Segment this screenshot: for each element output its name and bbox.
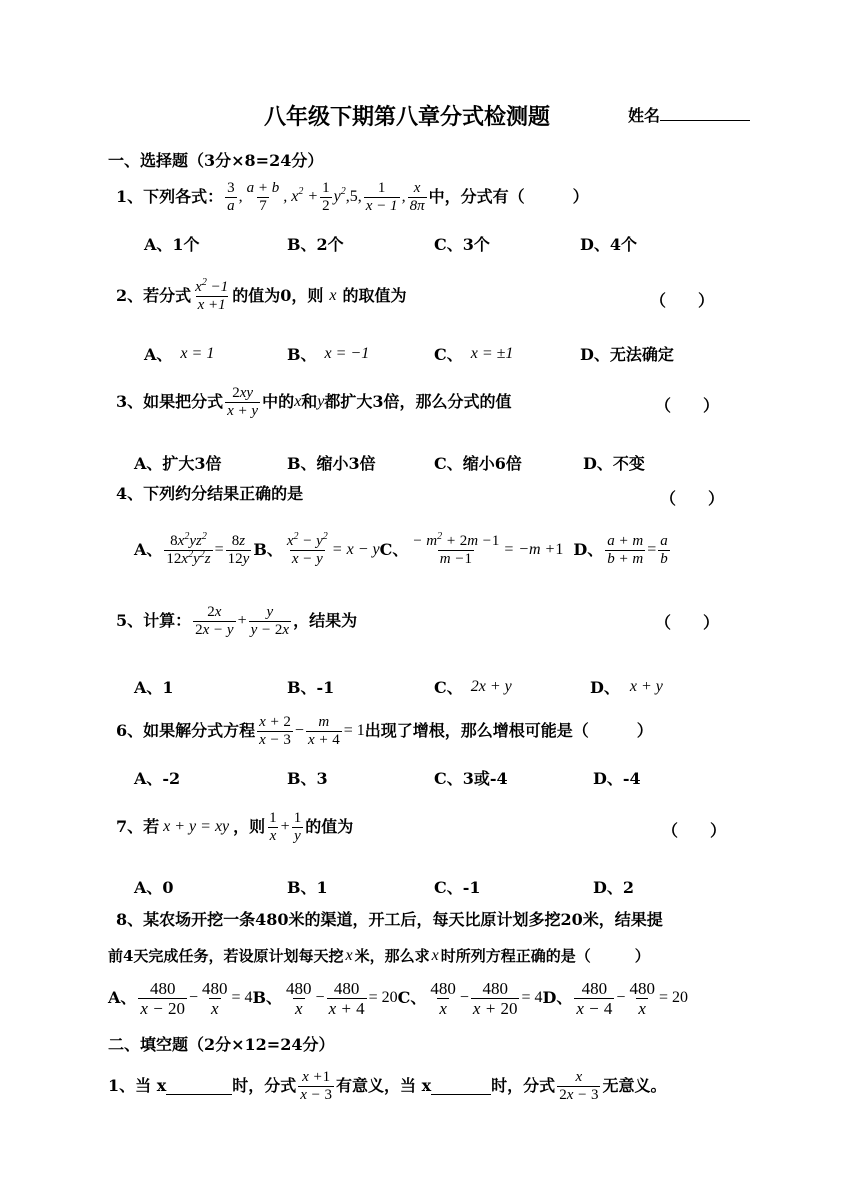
- q1-expr-x-over-8pi: $\frac{x}{8\pi}$: [409, 179, 425, 214]
- section-heading-choice: 一、选择题（3分×8=24分）: [108, 151, 324, 170]
- q4-option-d-label[interactable]: D、: [573, 540, 604, 559]
- question-8-line-1: 8、某农场开挖一条480米的渠道，开工后，每天比原计划多挖20米，结果提: [116, 910, 663, 929]
- q2-fraction: $\frac{x^2 -1}{x +1}$: [195, 276, 229, 313]
- q4-a-lhs: $\frac{8x^2yz^2}{12x^2y^2z}$: [166, 530, 211, 567]
- q4-options: A、 $\frac{8x^2yz^2}{12x^2y^2z}$ = $\frac{8z}{12y}$ B、 $\frac{x^2 - y^2}{x - y}$ = x − y C、 $\frac{- m^2 + 2m -1}{m -1}$ = −m +1 D、 $\frac{a + m}{b + m}$ = $\frac{a}{b}$: [134, 530, 668, 567]
- q3-option-d[interactable]: D、不变: [583, 454, 645, 473]
- q1-option-c[interactable]: C、3个: [434, 235, 490, 254]
- q5-fraction-1: $\frac{2x}{2x - y}$: [195, 603, 234, 638]
- q6-option-d[interactable]: D、-4: [593, 769, 641, 788]
- question-3: 3、如果把分式 $\frac{2xy}{x + y}$ 中的 x 和 y 都扩大3倍，那么分式的值: [116, 384, 512, 419]
- q4-answer-paren[interactable]: （ ）: [660, 489, 725, 508]
- q5-option-a[interactable]: A、1: [134, 678, 174, 697]
- q8-option-d-label[interactable]: D、: [542, 988, 573, 1007]
- q8-option-c-label[interactable]: C、: [397, 988, 427, 1007]
- q1-option-b[interactable]: B、2个: [287, 235, 344, 254]
- q5-option-d[interactable]: D、 x + y: [590, 677, 663, 697]
- q6-option-c[interactable]: C、3或-4: [434, 769, 508, 788]
- q6-fraction-2: $\frac{m}{x + 4}$: [307, 713, 340, 748]
- q7-fraction-1: $\frac{1}{x}$: [269, 809, 277, 844]
- question-1-prefix: 1、下列各式：: [116, 187, 224, 206]
- q7-fraction-2: $\frac{1}{y}$: [293, 809, 302, 844]
- fill-question-1: 1、当 x 时，分式 $\frac{x +1}{x - 3}$ 有意义，当 x 时，分式 $\frac{x}{2x - 3}$ 无意义。: [108, 1068, 667, 1103]
- q7-condition: x + y = xy: [163, 818, 230, 835]
- question-6: 6、如果解分式方程 $\frac{x + 2}{x - 3}$ − $\frac{m}{x + 4}$ = 1 出现了增根，那么增根可能是（ ）: [116, 713, 653, 748]
- q4-option-a-label[interactable]: A、: [134, 540, 163, 559]
- q3-option-c[interactable]: C、缩小6倍: [434, 454, 522, 473]
- fill-q1-blank-2[interactable]: [431, 1078, 491, 1095]
- fill-q1-blank-1[interactable]: [166, 1078, 232, 1095]
- q5-option-c[interactable]: C、 2x + y: [434, 677, 512, 697]
- name-field: [628, 108, 750, 124]
- q4-b-lhs: $\frac{x^2 - y^2}{x - y}$: [286, 530, 328, 567]
- q1-expr-half: $\frac{1}{2}$: [322, 179, 330, 214]
- q1-expr-3-over-a: $\frac{3}{a}$: [227, 179, 235, 214]
- q6-option-a[interactable]: A、-2: [134, 769, 181, 788]
- q1-option-d[interactable]: D、4个: [580, 235, 638, 254]
- q5-answer-paren[interactable]: （ ）: [655, 613, 720, 632]
- q4-d-lhs: $\frac{a + m}{b + m}$: [607, 532, 644, 567]
- q5-option-b[interactable]: B、-1: [287, 678, 335, 697]
- q1-expr-1-over-x-minus-1: $\frac{1}{x - 1}$: [365, 179, 398, 214]
- q4-option-c-label[interactable]: C、: [379, 540, 409, 559]
- q5-fraction-2: $\frac{y}{y - 2x}$: [250, 603, 290, 638]
- q7-option-b[interactable]: B、1: [287, 878, 328, 897]
- q3-option-b[interactable]: B、缩小3倍: [287, 454, 376, 473]
- q2-option-d[interactable]: D、无法确定: [580, 345, 674, 364]
- q4-a-rhs: $\frac{8z}{12y}$: [227, 532, 250, 567]
- question-1: 1、下列各式： $\frac{3}{a}$ , $\frac{a + b}{7}$ , $x^2$ + $\frac{1}{2}$ $y^2,5$, $\frac{1}{x - 1}$ , $\frac{x}{8\pi}$ 中，分式有（ ）: [116, 179, 589, 214]
- q3-option-a[interactable]: A、扩大3倍: [134, 454, 222, 473]
- section-heading-fill: 二、填空题（2分×12=24分）: [108, 1035, 335, 1054]
- q7-option-c[interactable]: C、-1: [434, 878, 481, 897]
- question-5: 5、计算： $\frac{2x}{2x - y}$ + $\frac{y}{y - 2x}$ ，结果为: [116, 603, 358, 638]
- question-4: 4、下列约分结果正确的是: [116, 484, 304, 503]
- q1-expr-a-plus-b-over-7: $\frac{a + b}{7}$: [246, 179, 280, 214]
- q8-options: A、 $\frac{480}{x - 20}$ − $\frac{480}{x}$ = 4 B、 $\frac{480}{x}$ − $\frac{480}{x + 4}$ = 20 C、 $\frac{480}{x}$ − $\frac{480}{x + 20}$ = 4 D、 $\frac{480}{x - 4}$ − $\frac{480}{x}$ = 20: [108, 978, 688, 1018]
- q1-option-a[interactable]: A、1个: [144, 235, 200, 254]
- q4-d-rhs: $\frac{a}{b}$: [660, 532, 668, 567]
- page-title: 八年级下期第八章分式检测题: [264, 104, 551, 130]
- q6-option-b[interactable]: B、3: [287, 769, 328, 788]
- name-label: 姓名: [628, 106, 661, 125]
- question-8-line-2: 前4天完成任务，若设原计划每天挖 x 米，那么求 x 时所列方程正确的是（ ）: [108, 946, 650, 965]
- q7-option-a[interactable]: A、0: [134, 878, 174, 897]
- q3-fraction: $\frac{2xy}{x + y}$: [227, 384, 259, 419]
- question-1-mid: 中，分式有（: [428, 187, 525, 206]
- q4-c-lhs: $\frac{- m^2 + 2m -1}{m -1}$: [412, 530, 500, 567]
- q2-option-b[interactable]: B、 x = −1: [287, 344, 370, 364]
- q8-option-b-label[interactable]: B、: [252, 988, 283, 1007]
- name-blank[interactable]: [660, 120, 750, 121]
- q4-option-b-label[interactable]: B、: [253, 540, 283, 559]
- q7-option-d[interactable]: D、2: [593, 878, 635, 897]
- q2-answer-paren[interactable]: （ ）: [650, 291, 715, 310]
- question-2: 2、若分式 $\frac{x^2 -1}{x +1}$ 的值为0，则 x 的取值为: [116, 276, 407, 313]
- q6-fraction-1: $\frac{x + 2}{x - 3}$: [259, 713, 291, 748]
- q7-answer-paren[interactable]: （ ）: [662, 821, 727, 840]
- q3-answer-paren[interactable]: （ ）: [655, 396, 720, 415]
- q8-option-a-label[interactable]: A、: [108, 988, 137, 1007]
- q2-option-a[interactable]: A、 x = 1: [144, 344, 215, 364]
- q2-option-c[interactable]: C、 x = ±1: [434, 344, 514, 364]
- question-7: 7、若 x + y = xy ，则 $\frac{1}{x}$ + $\frac{1}{y}$ 的值为: [116, 809, 354, 844]
